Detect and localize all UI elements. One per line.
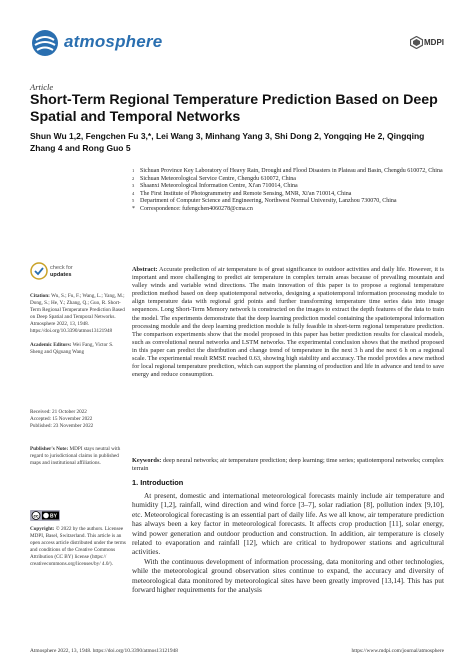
affiliation-item: 4 The First Institute of Photogrammetry and Remote Sensing, MNR, Xi'an 710014, China bbox=[132, 190, 352, 197]
footer-journal-link[interactable]: https://www.mdpi.com/journal/atmosphere bbox=[351, 648, 444, 654]
citation-block: Citation: Wu, S.; Fu, F.; Wang, L.; Yang, M.; Dong, S.; He, Y.; Zhang, Q.; Guo, R. Short-Term Regional Temperature Prediction Based on Deep Spatial and Temporal Networks. Atmosphere 2022, 13, 1948. https://doi.org/10.3390/atmos13121948 Academic Editors: Wei Fang, Victor S. Sheng and Qiguang Wang bbox=[30, 293, 125, 355]
affiliation-item: 3 Shaanxi Meteorological Information Centre, Xi'an 710014, China bbox=[132, 183, 298, 190]
mdpi-logo-icon bbox=[410, 36, 423, 49]
journal-name[interactable]: atmosphere bbox=[64, 32, 163, 51]
copyright-notice: Copyright: © 2022 by the authors. Licensee MDPI, Basel, Switzerland. This article is an open access article distributed under the terms and conditions of the Creative Commons Attribution (CC BY) license (https:// creativecommons.org/licenses/by/ 4.0/). bbox=[30, 526, 126, 567]
keywords bbox=[132, 457, 444, 473]
publication-dates: Received: 21 October 2022 Accepted: 15 November 2022 Published: 23 November 2022 bbox=[30, 409, 94, 429]
author-list: Shun Wu 1,2, Fengchen Fu 3,*, Lei Wang 3, Minhang Yang 3, Shi Dong 2, Yongqing He 2, Qingqing Zhang 4 and Rong Guo 5 bbox=[30, 131, 425, 153]
footer-citation[interactable]: Atmosphere 2022, 13, 1948. https://doi.org/10.3390/atmos13121948 bbox=[30, 648, 178, 654]
article-title: Short-Term Regional Temperature Prediction Based on Deep Spatial and Temporal Networks bbox=[30, 92, 438, 125]
keywords-label: Keywords: bbox=[132, 457, 162, 464]
svg-text:cc: cc bbox=[33, 513, 39, 519]
paragraph: With the continuous development of information processing, data monitoring and other technologies, while the meteorological ground observation sites continue to expand, the accuracy and diversity of meteorological data monitored by meteorological sites have been greatly improved [13,14]. This has put forward higher requirements for the analysis bbox=[132, 556, 444, 595]
check-for-updates-badge[interactable]: check for updates bbox=[30, 262, 78, 286]
introduction-body bbox=[132, 491, 444, 594]
atmosphere-logo-icon bbox=[30, 28, 60, 58]
correspondence[interactable]: * Correspondence: fufengchen4060278@cma.cn bbox=[132, 205, 253, 212]
abstract bbox=[132, 266, 444, 379]
abstract-label: Abstract: bbox=[132, 266, 158, 273]
affiliation-item: 5 Department of Computer Science and Engineering, Northwest Normal University, Lanzhou 730070, China bbox=[132, 198, 397, 205]
publisher-note: Publisher's Note: MDPI stays neutral with regard to jurisdictional claims in published maps and institutional affiliations. bbox=[30, 446, 121, 466]
article-type: Article bbox=[30, 82, 54, 92]
paragraph: At present, domestic and international meteorological forecasts mainly include air temperature and humidity [1,2], rainfall, wind direction and wind force [3–7], solar radiation [8], pollution index [9,10], etc. Meteorological forecasting is an essential part of daily life. As we all know, air temperature prediction has always been a key factor in meteorological forecasts. It affects crop production [11], solar energy, wind power generation and outdoor production and construction. In addition, air temperature is closely related to evaporation and rainfall [12], which are critical to hydropower stations and agricultural activities. bbox=[132, 491, 444, 557]
publisher-name: MDPI bbox=[424, 38, 444, 47]
affiliation-item: 1 Sichuan Province Key Laboratory of Heavy Rain, Drought and Flood Disasters in Plateau and Basin, Chengdu 610072, China bbox=[132, 168, 443, 174]
page-header bbox=[30, 24, 444, 64]
mdpi-logo[interactable] bbox=[410, 34, 444, 52]
section-heading-introduction: 1. Introduction bbox=[132, 478, 184, 487]
svg-text:BY: BY bbox=[50, 513, 57, 520]
affiliation-item: 2 Sichuan Meteorological Service Centre, Chengdu 610072, China bbox=[132, 175, 296, 182]
affiliations bbox=[132, 168, 444, 214]
cc-by-license-icon[interactable] bbox=[30, 510, 60, 521]
check-updates-icon bbox=[30, 262, 48, 280]
keywords-text: deep neural networks; air temperature prediction; deep learning; time series; spatiotemporal networks; complex terrain bbox=[132, 457, 444, 473]
abstract-text: Accurate prediction of air temperature is of great significance to outdoor activities and daily life. However, it is important and more challenging to predict air temperature in complex terrain areas because of prevailing mountain and valley winds and variable wind directions. The main innovation of this paper is to propose a regional temperature prediction method based on deep spatiotemporal networks, designing a spatiotemporal information processing module to align temperature data with regional grid points and further transforming temperature time series data into image sequences. Long Short-Term Memory network is constructed on the images to extract the depth features of the data to train the model. The experiments demonstrate that the deep learning prediction model containing the spatiotemporal information processing module and the deep learning prediction module is fully feasible in short-term regional temperature prediction. The comparison experiments show that the model proposed in this paper has better prediction results for classical models, such as convolutional neural networks and LSTM networks. The experimental conclusion shows that the method proposed in this paper can predict the distribution and change trend of temperature in the next 3 h and the next 6 h on a regional scale. The experimental result RMSE reached 0.63, showing high stability and accuracy. The model provides a new method for local regional temperature prediction, which can support the planning of production and life in advance and tend to save energy and reduce consumption. bbox=[132, 266, 444, 379]
